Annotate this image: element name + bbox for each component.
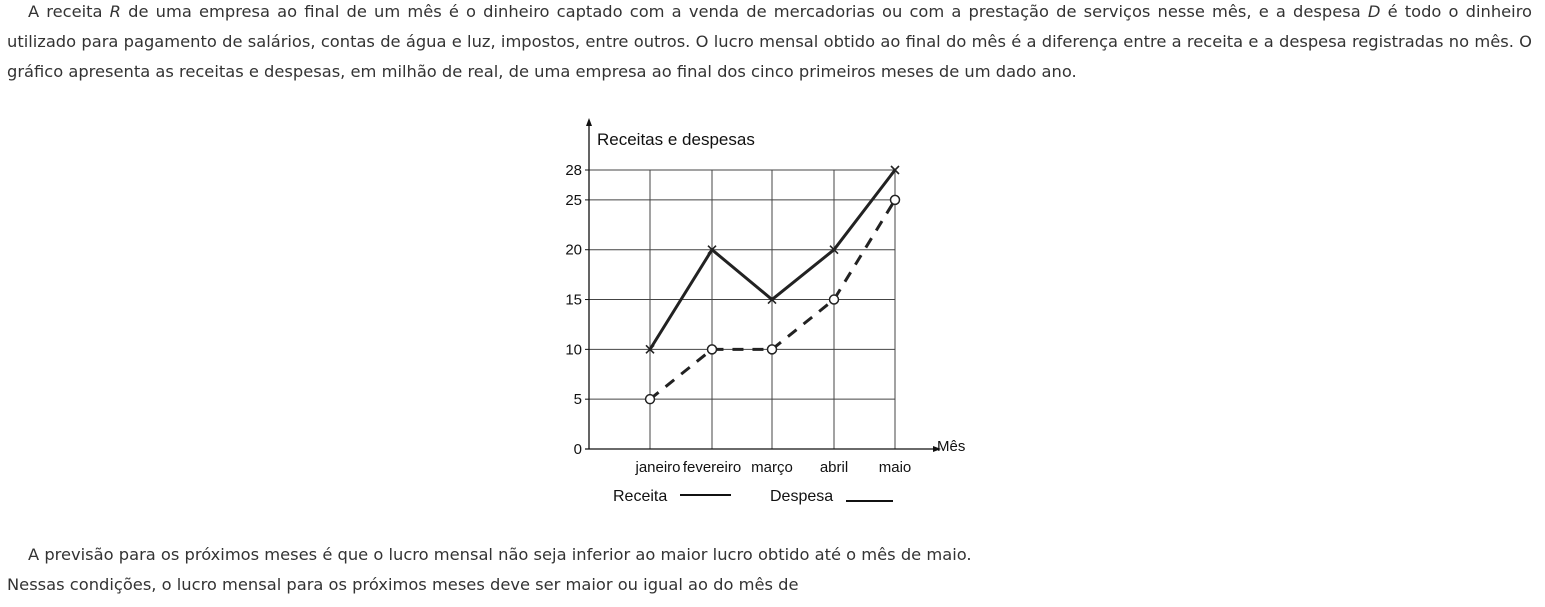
data-point-despesa [768, 345, 777, 354]
y-tick-label: 20 [565, 241, 582, 259]
data-point-despesa [830, 295, 839, 304]
chart-legend [613, 488, 893, 505]
data-point-despesa [646, 395, 655, 404]
intro-text-2: de uma empresa ao final de um mês é o dinheiro captado com a venda de mercadorias ou com a prestação de serviços nesse mês, e a despesa [121, 2, 1368, 21]
variable-r: R [109, 2, 121, 21]
y-tick-label: 0 [573, 441, 582, 458]
x-tick-label: janeiro [635, 459, 681, 476]
intro-text-3: é todo o dinheiro utilizado para pagamento de salários, contas de água e luz, impostos, entre outros. O lucro mensal obtido ao final do mês é a diferença entre a receita e a despesa registradas no mês. O gráfico apresenta as receitas e despesas, em milhão de real, de uma empresa ao final dos cinco primeiros meses de um dado ano. [7, 2, 1532, 81]
x-tick-label: maio [878, 459, 912, 476]
variable-d: D [1367, 2, 1381, 21]
chart-title: Receitas e despesas [597, 130, 755, 149]
data-point-despesa [891, 195, 900, 204]
data-point-despesa [708, 345, 717, 354]
revenue-expense-chart [555, 112, 975, 512]
y-tick-label: 5 [573, 391, 582, 409]
forecast-paragraph: A previsão para os próximos meses é que o lucro mensal não seja inferior ao maior lucro obtido até o mês de maio. [28, 545, 972, 564]
chart-grid [585, 170, 895, 449]
legend-despesa-label: Despesa [770, 488, 834, 505]
x-axis-label: Mês [937, 438, 966, 455]
y-tick-label: 28 [565, 162, 582, 179]
question-paragraph: Nessas condições, o lucro mensal para os próximos meses deve ser maior ou igual ao do mês de [7, 575, 799, 594]
chart-axes [585, 118, 965, 455]
y-tick-label: 10 [565, 341, 582, 359]
intro-paragraph [7, 0, 1532, 87]
x-tick-label: fevereiro [682, 459, 742, 476]
y-axis-arrow [586, 118, 592, 126]
legend-receita-label: Receita [613, 488, 668, 505]
chart-tick-labels [565, 162, 911, 476]
y-tick-label: 25 [565, 191, 582, 209]
x-tick-label: março [751, 459, 793, 476]
y-tick-label: 15 [565, 291, 582, 309]
intro-text-1: A receita [28, 2, 110, 21]
x-tick-label: abril [819, 459, 849, 476]
